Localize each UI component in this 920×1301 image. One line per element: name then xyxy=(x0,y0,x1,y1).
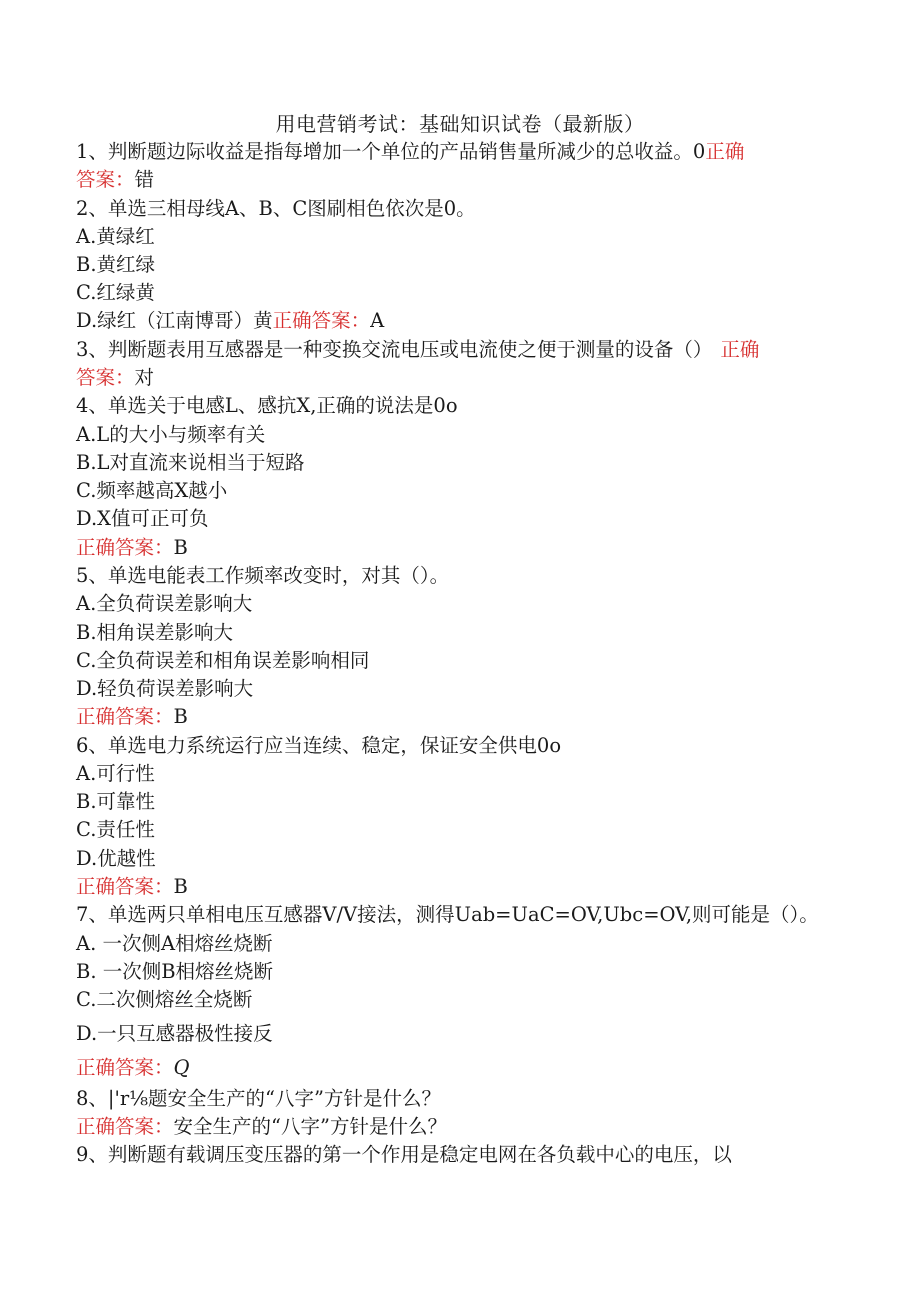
answer-value: Q xyxy=(173,1056,190,1079)
answer-value: B xyxy=(173,705,188,728)
option-a: A.全负荷误差影响大 xyxy=(76,592,253,615)
question-5: 5、单选电能表工作频率改变时，对其（）。 xyxy=(76,564,450,587)
question-1-answer xyxy=(76,166,154,194)
answer-label: 正确答案： xyxy=(76,1115,174,1138)
answer-label: 正确答案： xyxy=(76,875,174,898)
question-9: 9、判断题有载调压变压器的第一个作用是稳定电网在各负载中心的电压，以 xyxy=(76,1143,732,1166)
option-d: D.优越性 xyxy=(76,847,156,870)
answer-value: 安全生产的“八字”方针是什么？ xyxy=(173,1115,447,1138)
option-d xyxy=(76,307,384,335)
answer-label: 正确答案： xyxy=(76,705,174,728)
option-b: B.L对直流来说相当于短路 xyxy=(76,451,305,474)
question-8: 8、|'r⅛题安全生产的“八字”方针是什么？ xyxy=(76,1087,441,1110)
answer-label: 正确 xyxy=(705,140,745,163)
question-7-answer xyxy=(76,1054,190,1082)
answer-label: 正确 xyxy=(720,338,760,361)
option-b: B.黄红绿 xyxy=(76,253,156,276)
option-c: C.频率越高X越小 xyxy=(76,479,228,502)
question-6-answer xyxy=(76,873,188,901)
answer-label: 答案： xyxy=(76,366,135,389)
answer-label: 正确答案： xyxy=(76,536,174,559)
answer-value: 对 xyxy=(134,366,155,389)
option-a: A. 一次侧A相熔丝烧断 xyxy=(76,932,273,955)
question-8-answer xyxy=(76,1113,447,1141)
option-a: A.可行性 xyxy=(76,762,155,785)
question-1 xyxy=(76,138,744,166)
answer-value: A xyxy=(370,309,385,332)
answer-value: B xyxy=(173,875,188,898)
option-b: B.相角误差影响大 xyxy=(76,621,234,644)
option-a: A.L的大小与频率有关 xyxy=(76,423,266,446)
answer-label: 正确答案： xyxy=(76,1056,174,1079)
option-c: C.责任性 xyxy=(76,818,155,841)
question-4: 4、单选关于电感L、感抗X,正确的说法是0o xyxy=(76,394,458,417)
option-d: D.一只互感器极性接反 xyxy=(76,1022,273,1045)
question-7: 7、单选两只单相电压互感器V/V接法，测得Uab=UaC=OV,Ubc=OV,则可能是（）。 xyxy=(76,903,819,926)
question-2: 2、单选三相母线A、B、C图刷相色依次是0。 xyxy=(76,197,476,220)
option-d: D.X值可正可负 xyxy=(76,507,209,530)
question-text: 1、判断题边际收益是指每增加一个单位的产品销售量所减少的总收益。0 xyxy=(76,140,706,163)
option-c: C.全负荷误差和相角误差影响相同 xyxy=(76,649,370,672)
option-d: D.轻负荷误差影响大 xyxy=(76,677,254,700)
answer-label: 答案： xyxy=(76,168,135,191)
question-4-answer xyxy=(76,534,188,562)
option-c: C.二次侧熔丝全烧断 xyxy=(76,988,253,1011)
question-5-answer xyxy=(76,703,188,731)
question-text: 3、判断题表用互感器是一种变换交流电压或电流使之便于测量的设备（） xyxy=(76,338,713,361)
option-b: B.可靠性 xyxy=(76,790,156,813)
question-6: 6、单选电力系统运行应当连续、稳定，保证安全供电0o xyxy=(76,734,562,757)
option-c: C.红绿黄 xyxy=(76,281,155,304)
option-a: A.黄绿红 xyxy=(76,225,155,248)
question-3 xyxy=(76,336,759,364)
option-text: D.绿红（江南博哥）黄 xyxy=(76,309,273,332)
document-title: 用电营销考试：基础知识试卷（最新版） xyxy=(275,112,645,136)
answer-label: 正确答案： xyxy=(272,309,371,332)
answer-value: 错 xyxy=(134,168,155,191)
option-b: B. 一次侧B相熔丝烧断 xyxy=(76,960,274,983)
answer-value: B xyxy=(173,536,188,559)
question-3-answer xyxy=(76,364,154,392)
